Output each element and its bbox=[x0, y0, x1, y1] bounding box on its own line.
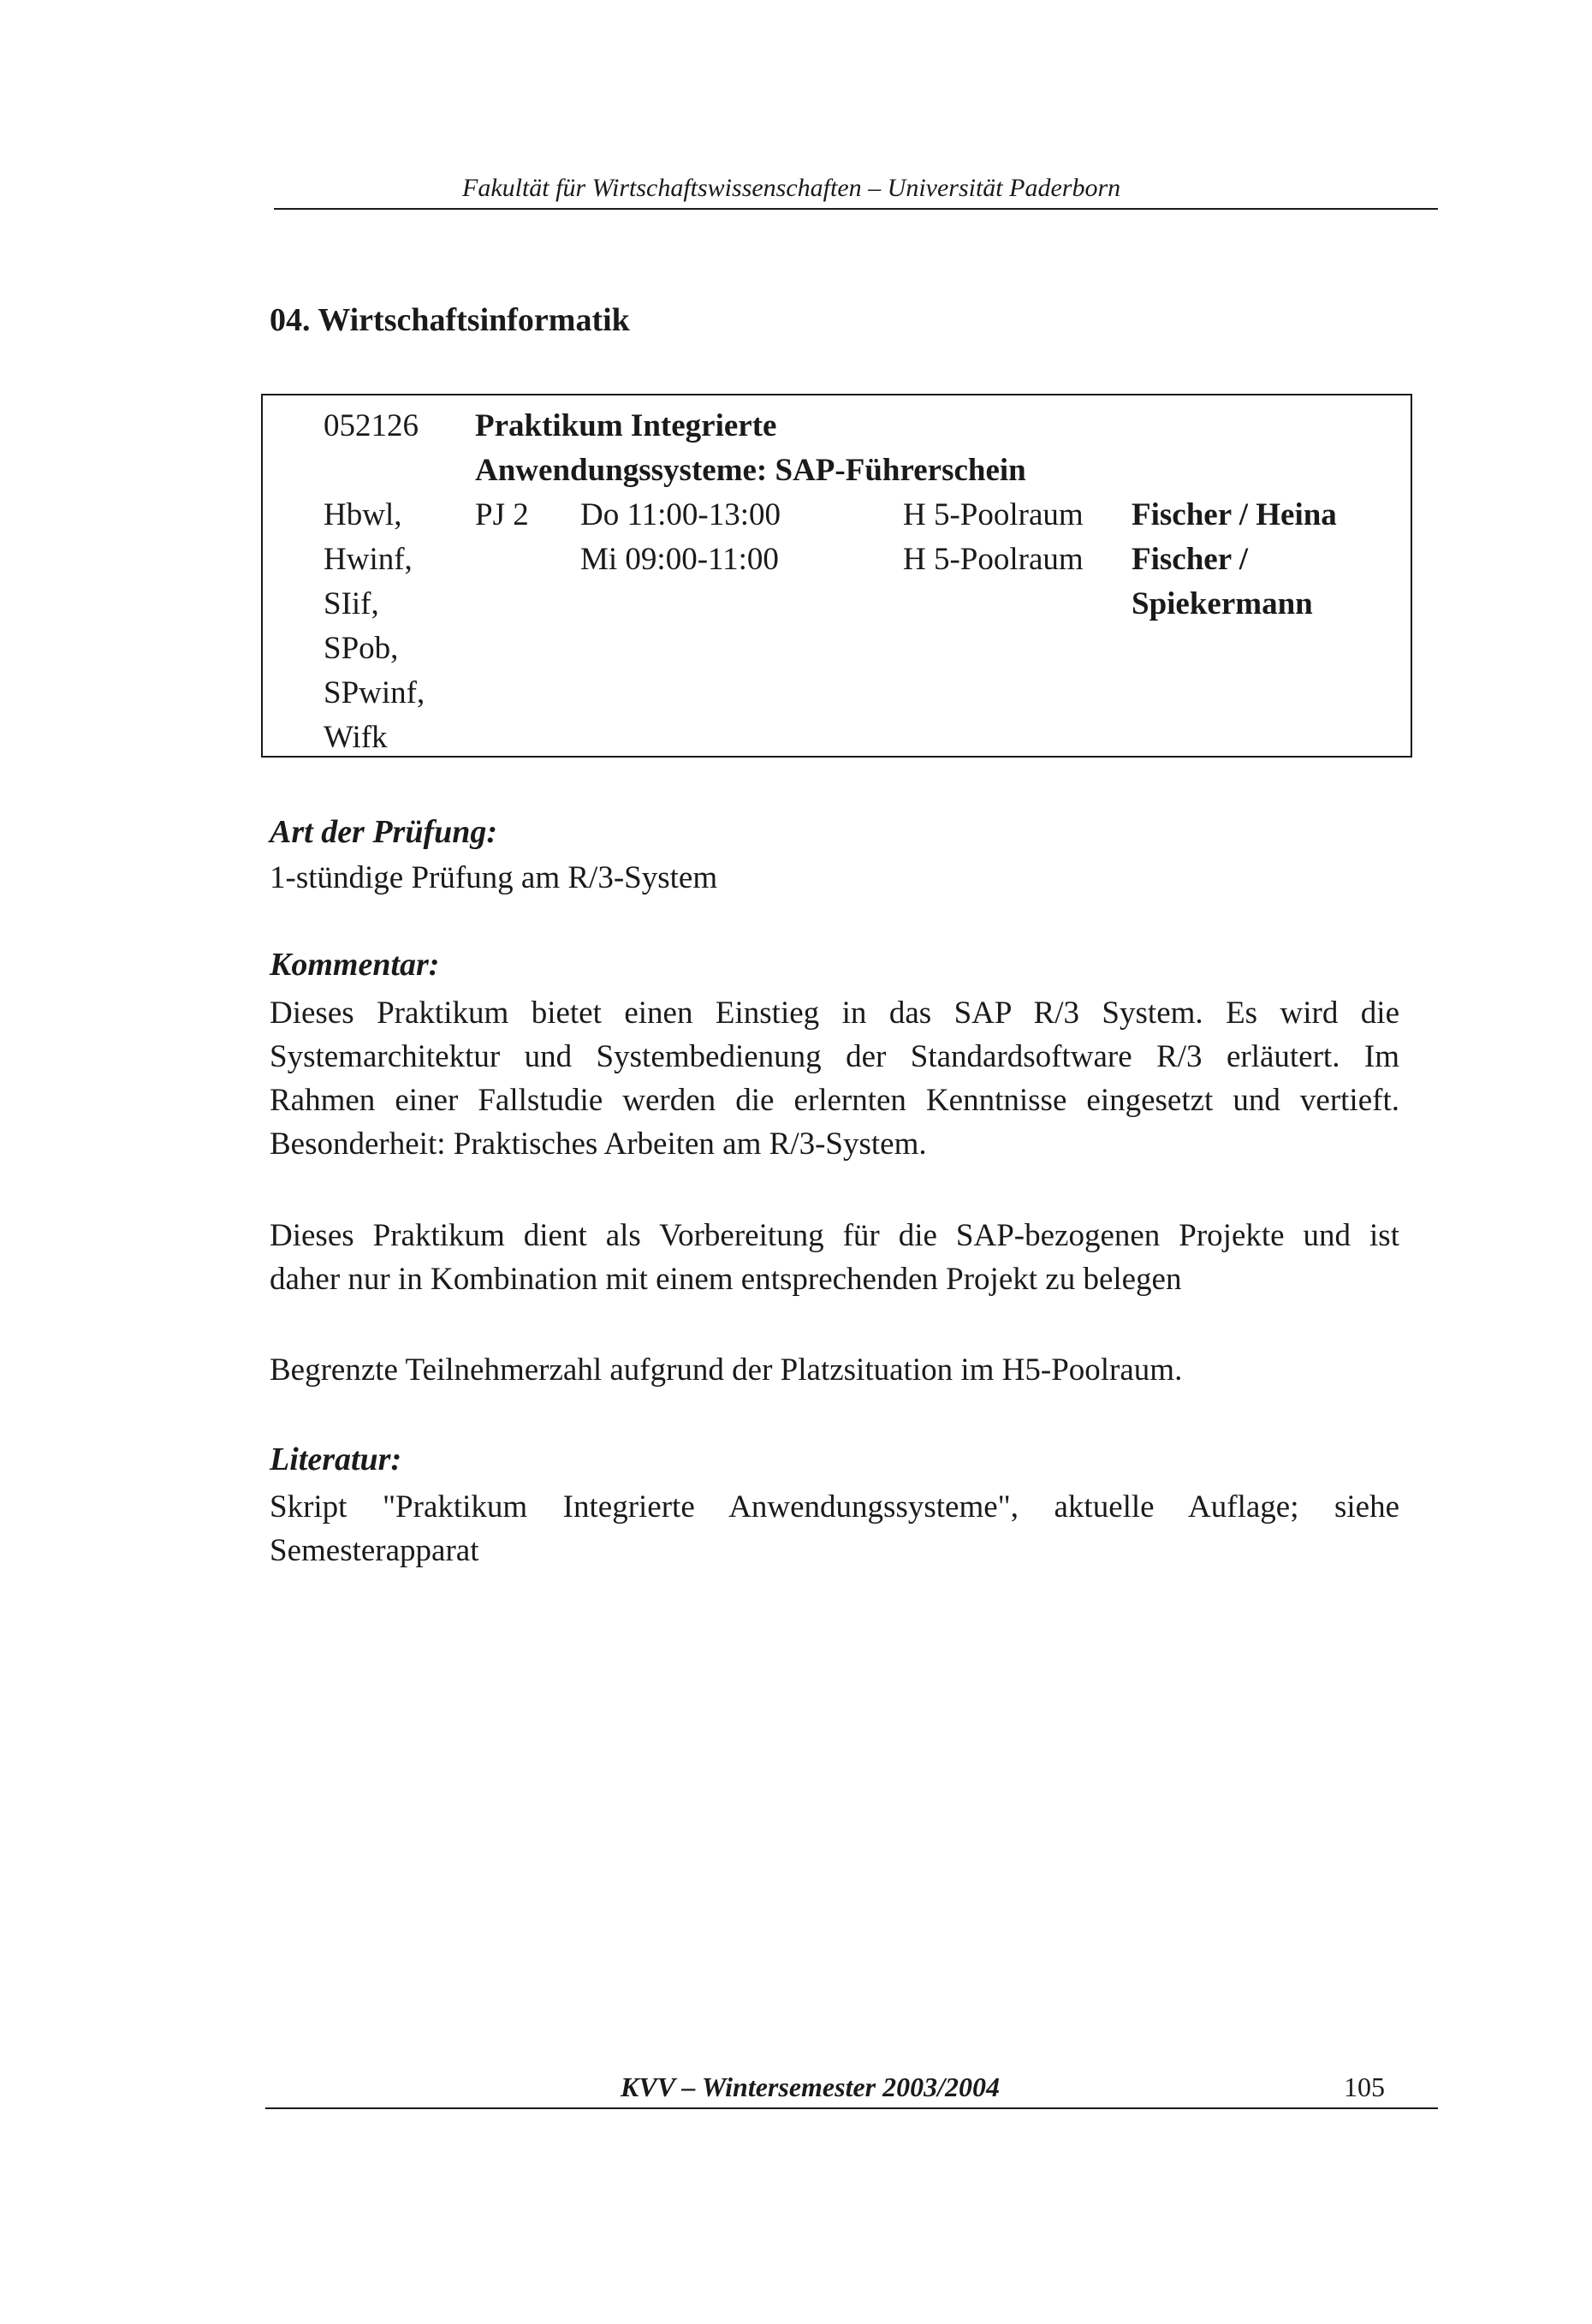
exam-label: Art der Prüfung: bbox=[270, 814, 498, 850]
session-room: H 5-Poolraum bbox=[903, 542, 1084, 577]
program-item: SPwinf, bbox=[324, 675, 425, 710]
header-rule bbox=[274, 208, 1438, 210]
program-item: SPob, bbox=[324, 631, 399, 666]
course-number: 052126 bbox=[324, 408, 419, 443]
program-item: Hwinf, bbox=[324, 542, 413, 577]
session-lecturer: Fischer / bbox=[1132, 542, 1248, 577]
session-room: H 5-Poolraum bbox=[903, 497, 1084, 532]
section-title: 04. Wirtschaftsinformatik bbox=[270, 302, 630, 338]
session-time: Do 11:00-13:00 bbox=[580, 497, 781, 532]
exam-text: 1-stündige Prüfung am R/3-System bbox=[270, 860, 718, 895]
literature-line: Semesterapparat bbox=[270, 1533, 479, 1568]
session-time: Mi 09:00-11:00 bbox=[580, 542, 779, 577]
literature-label: Literatur: bbox=[270, 1441, 402, 1477]
course-title-line1: Praktikum Integrierte bbox=[475, 408, 777, 443]
session-lecturer: Fischer / Heina bbox=[1132, 497, 1337, 532]
comment-line: Besonderheit: Praktisches Arbeiten am R/3-System. bbox=[270, 1126, 927, 1162]
program-item: SIif, bbox=[324, 586, 379, 621]
comment-line: Rahmen einer Fallstudie werden die erlernten Kenntnisse eingesetzt und vertieft. bbox=[270, 1083, 1399, 1118]
comment-label: Kommentar: bbox=[270, 947, 440, 983]
session-lecturer-extra: Spiekermann bbox=[1132, 586, 1313, 621]
page-number: 105 bbox=[1344, 2071, 1385, 2102]
comment-line: Systemarchitektur und Systembedienung der Standardsoftware R/3 erläutert. Im bbox=[270, 1039, 1399, 1074]
program-item: Hbwl, bbox=[324, 497, 402, 532]
course-title-line2: Anwendungssysteme: SAP-Führerschein bbox=[475, 453, 1026, 488]
footer-text: KVV – Wintersemester 2003/2004 bbox=[621, 2071, 1001, 2102]
comment-line: daher nur in Kombination mit einem entsprechenden Projekt zu belegen bbox=[270, 1262, 1182, 1297]
comment-line: Dieses Praktikum dient als Vorbereitung für die SAP-bezogenen Projekte und ist bbox=[270, 1218, 1399, 1253]
page-header: Fakultät für Wirtschaftswissenschaften – Universität Paderborn bbox=[462, 174, 1121, 202]
program-item: Wifk bbox=[324, 720, 388, 755]
comment-line: Begrenzte Teilnehmerzahl aufgrund der Platzsituation im H5-Poolraum. bbox=[270, 1352, 1183, 1388]
literature-line: Skript "Praktikum Integrierte Anwendungssysteme", aktuelle Auflage; siehe bbox=[270, 1489, 1399, 1525]
footer-rule bbox=[265, 2107, 1438, 2109]
course-type: PJ 2 bbox=[475, 497, 529, 532]
comment-line: Dieses Praktikum bietet einen Einstieg in das SAP R/3 System. Es wird die bbox=[270, 996, 1399, 1031]
